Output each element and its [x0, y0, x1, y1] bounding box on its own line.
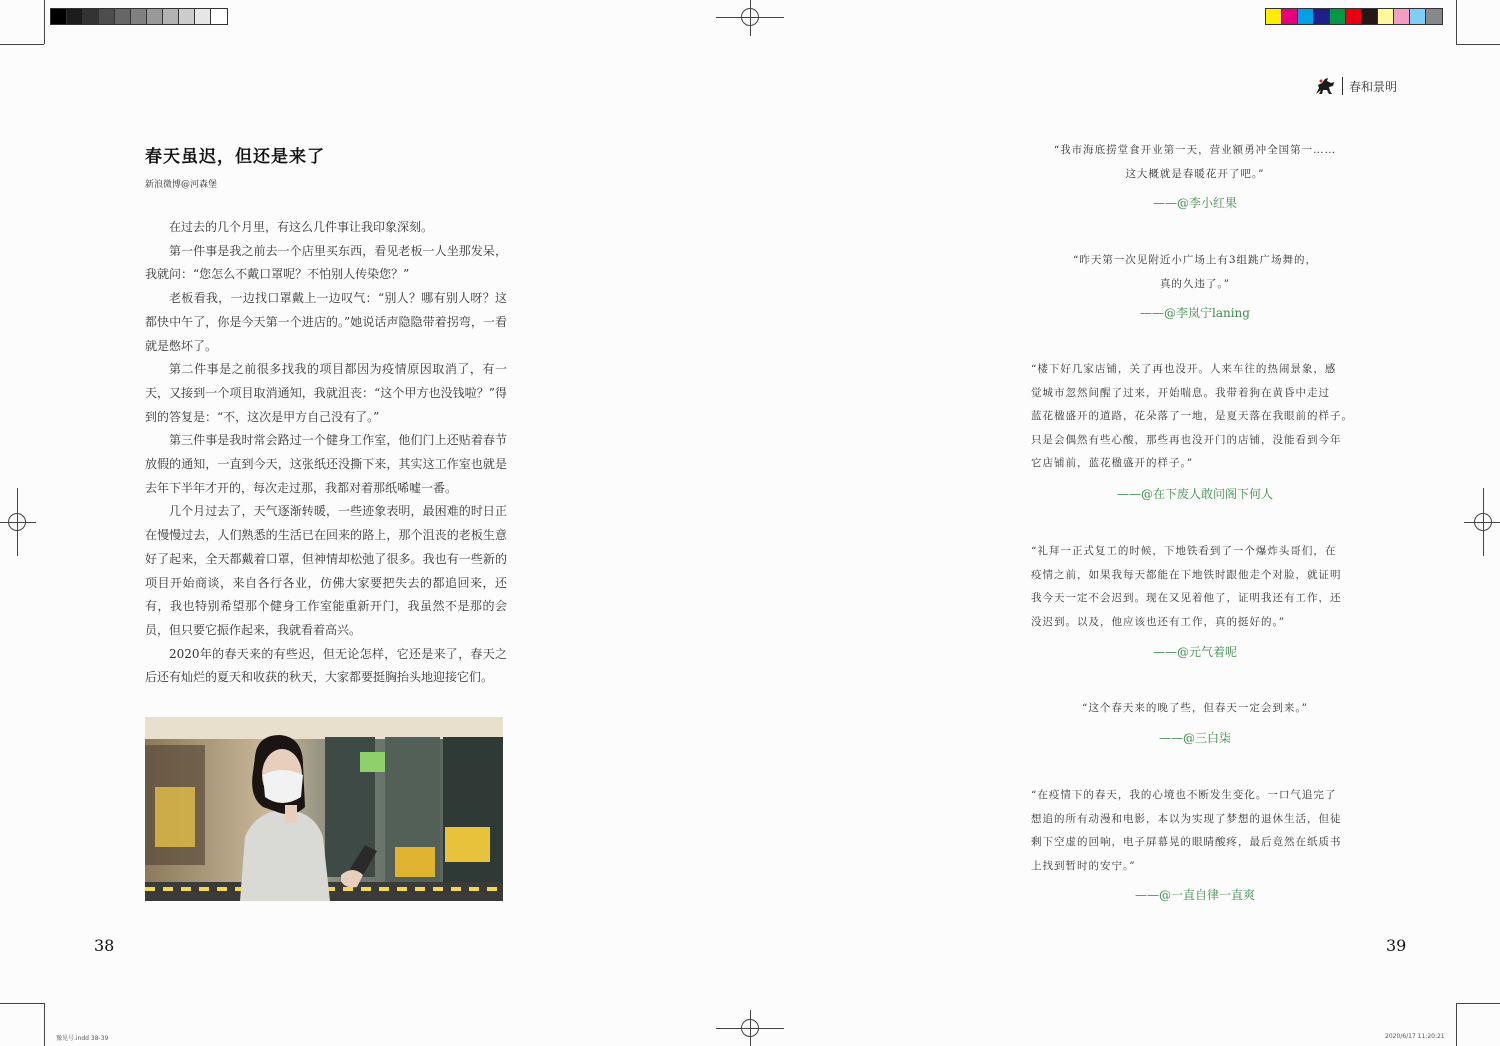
- registration-mark: [741, 8, 759, 26]
- quote-line: “在疫情下的春天，我的心境也不断发生变化。一口气追完了: [1031, 789, 1337, 801]
- article-body: [145, 216, 507, 690]
- file-name: 豫见号.indd 38-39: [56, 1035, 109, 1042]
- quote-line: “礼拜一正式复工的时候，下地铁看到了一个爆炸头哥们，在: [1031, 545, 1337, 557]
- paragraph: 老板看我，一边找口罩戴上一边叹气：“别人？哪有别人呀？这都快中午了，你是今天第一个进店的。”她说话声隐隐带着拐弯，一看就是憋坏了。: [145, 291, 507, 353]
- quote-signature: ——@三白柒: [1158, 731, 1231, 745]
- paragraph: 几个月过去了，天气逐渐转暖，一些迹象表明，最困难的时日正在慢慢过去，人们熟悉的生活已在回来的路上，那个沮丧的老板生意好了起来，全天都戴着口罩，但神情却松弛了很多。我也有一些新的项目开始商谈，来自各行各业，仿佛大家要把失去的都追回来，还有，我也特别希望那个健身工作室能重新开门，我虽然不是那的会员，但只要它振作起来，我就看着高兴。: [145, 504, 507, 637]
- section-title: 春和景明: [1349, 79, 1398, 94]
- quote-line: 我今天一定不会迟到。现在又见着他了，证明我还有工作，还: [1031, 592, 1342, 604]
- quote-line: 蓝花楹盛开的道路，花朵落了一地，是夏天落在我眼前的样子。: [1031, 410, 1353, 422]
- quote-line: “我市海底捞堂食开业第一天，营业额勇冲全国第一……: [1053, 144, 1337, 156]
- article-title: 春天虽迟，但还是来了: [145, 147, 325, 167]
- quote-line: “昨天第一次见附近小广场上有3组跳广场舞的，: [1072, 254, 1318, 266]
- page-number-left: 38: [94, 936, 115, 955]
- quote-line: 剩下空虚的回响，电子屏幕晃的眼睛酸疼，最后竟然在纸质书: [1031, 836, 1342, 848]
- timestamp: 2020/6/17 11:20:21: [1385, 1033, 1445, 1040]
- paragraph: 第二件事是之前很多找我的项目都因为疫情原因取消了，有一天，又接到一个项目取消通知，我就沮丧：“这个甲方也没钱啦？”得到的答复是：“不，这次是甲方自己没有了。”: [145, 362, 507, 424]
- quote-line: 没迟到。以及，他应该也还有工作，真的挺好的。”: [1031, 615, 1286, 628]
- paragraph: 2020年的春天来的有些迟，但无论怎样，它还是来了，春天之后还有灿烂的夏天和收获的秋天，大家都要挺胸抬头地迎接它们。: [145, 646, 507, 685]
- subway-photo: [145, 717, 503, 901]
- quote-line: 想追的所有动漫和电影，本以为实现了梦想的退休生活，但徒: [1031, 812, 1342, 825]
- quote-signature: ——@李小红果: [1152, 196, 1237, 210]
- quote: [1005, 139, 1385, 186]
- quote-signature: ——@一直自律一直爽: [1134, 888, 1255, 902]
- quote-line: 疫情之前，如果我每天都能在下地铁时跟他走个对脸，就证明: [1031, 568, 1342, 581]
- quote-line: 只是会偶然有些心酸，那些再也没开门的店铺，没能看到今年: [1031, 433, 1342, 446]
- crop-mark: [44, 1003, 45, 1046]
- quote-line: “楼下好几家店铺，关了再也没开。人来车往的热闹景象，感: [1031, 363, 1337, 375]
- quote: [1005, 249, 1385, 296]
- quote-line: “这个春天来的晚了些，但春天一定会到来。”: [1082, 702, 1308, 714]
- quote: [1031, 358, 1366, 476]
- header-divider: [1342, 77, 1343, 95]
- registration-mark: [741, 1019, 759, 1037]
- paragraph: 第三件事是我时常会路过一个健身工作室，他们门上还贴着春节放假的通知，一直到今天，这张纸还没撕下来，其实这工作室也就是去年下半年才开的，每次走过那，我都对着那纸唏嘘一番。: [145, 433, 507, 495]
- quote-line: 觉城市忽然间醒了过来，开始喘息。我带着狗在黄昏中走过: [1031, 386, 1330, 399]
- article-author: 新浪微博@河森堡: [145, 180, 218, 190]
- paragraph: 在过去的几个月里，有这么几件事让我印象深刻。: [169, 220, 434, 234]
- quote: [1031, 540, 1366, 634]
- quote-line: 这大概就是春暖花开了吧。”: [1125, 167, 1265, 180]
- quote-line: 真的久违了。”: [1159, 277, 1231, 290]
- grayscale-calibration-bar: [50, 8, 228, 25]
- quote-signature: ——@元气着呢: [1152, 645, 1237, 659]
- quote-line: 它店铺前，蓝花楹盛开的样子。”: [1031, 457, 1194, 469]
- crop-mark: [44, 0, 45, 44]
- quote-line: 上找到暂时的安宁。”: [1031, 859, 1136, 872]
- registration-mark: [8, 513, 26, 531]
- paragraph: 第一件事是我之前去一个店里买东西，看见老板一人坐那发呆，我就问：“您怎么不戴口罩呢？不怕别人传染您？”: [145, 243, 507, 282]
- page-number-right: 39: [1386, 936, 1407, 955]
- quote-signature: ——@在下废人敢问阁下何人: [1116, 487, 1273, 501]
- color-calibration-bar: [1265, 8, 1443, 25]
- crop-mark: [1456, 0, 1457, 44]
- registration-mark: [1474, 513, 1492, 531]
- horse-icon: [1314, 76, 1336, 96]
- section-header: [1314, 76, 1397, 96]
- crop-mark: [1456, 1003, 1500, 1004]
- quote-signature: ——@李岚宁laning: [1140, 306, 1250, 320]
- crop-mark: [0, 44, 44, 45]
- crop-mark: [1456, 1003, 1457, 1046]
- crop-mark: [0, 1003, 44, 1004]
- crop-mark: [1456, 44, 1500, 45]
- quote: [1031, 784, 1366, 878]
- quote: [1005, 697, 1385, 721]
